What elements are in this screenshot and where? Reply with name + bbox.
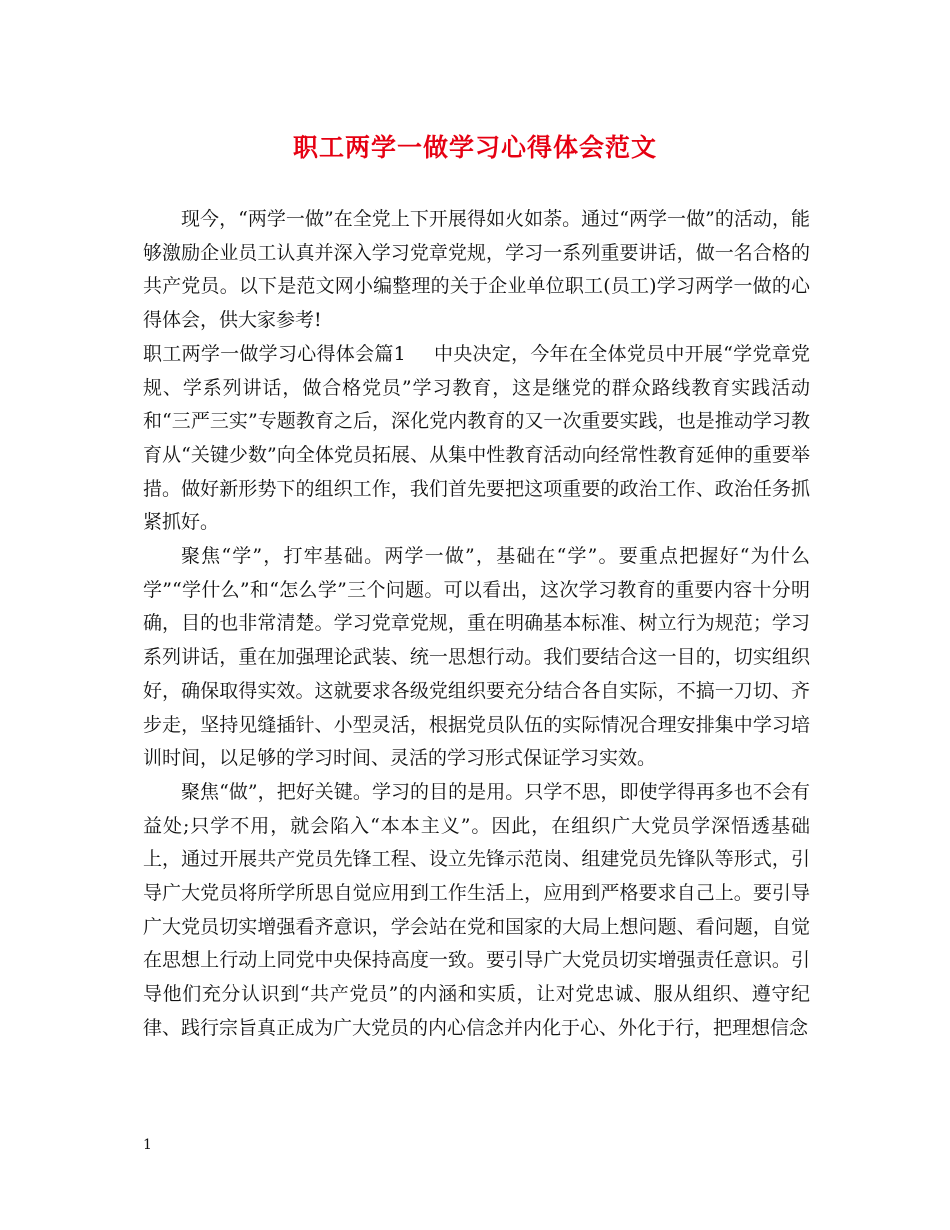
document-body	[143, 203, 810, 1046]
section-1-paragraph	[143, 338, 810, 540]
paragraph-study-focus: 聚焦“学”，打牢基础。两学一做”，基础在“学”。要重点把握好“为什么学”“学什么”和“怎么学”三个问题。可以看出，这次学习教育的重要内容十分明确，目的也非常清楚。学习党章党规，重在明确基本标准、树立行为规范；学习系列讲话，重在加强理论武装、统一思想行动。我们要结合这一目的，切实组织好，确保取得实效。这就要求各级党组织要充分结合各自实际，不搞一刀切、齐步走，坚持见缝插针、小型灵活，根据党员队伍的实际情况合理安排集中学习培训时间，以足够的学习时间、灵活的学习形式保证学习实效。	[143, 545, 810, 770]
intro-paragraph: 现今，“两学一做”在全党上下开展得如火如荼。通过“两学一做”的活动，能够激励企业员工认真并深入学习党章党规，学习一系列重要讲话，做一名合格的共产党员。以下是范文网小编整理的关于企业单位职工(员工)学习两学一做的心得体会，供大家参考!	[143, 208, 810, 332]
section-1-text: 中央决定，今年在全体党员中开展“学党章党规、学系列讲话，做合格党员”学习教育，这是继党的群众路线教育实践活动和“三严三实”专题教育之后，深化党内教育的又一次重要实践，也是推动学习教育从“关键少数”向全体党员拓展、从集中性教育活动向经常性教育延伸的重要举措。做好新形势下的组织工作，我们首先要把这项重要的政治工作、政治任务抓紧抓好。	[143, 342, 811, 534]
page-number: 1	[143, 1137, 152, 1153]
document-title: 职工两学一做学习心得体会范文	[292, 133, 657, 162]
section-1-title: 职工两学一做学习心得体会篇1	[143, 342, 406, 365]
paragraph-action-focus: 聚焦“做”，把好关键。学习的目的是用。只学不思，即使学得再多也不会有益处;只学不用，就会陷入“本本主义”。因此，在组织广大党员学深悟透基础上，通过开展共产党员先锋工程、设立先锋示范岗、组建党员先锋队等形式，引导广大党员将所学所思自觉应用到工作生活上，应用到严格要求自己上。要引导广大党员切实增强看齐意识，学会站在党和国家的大局上想问题、看问题，自觉在思想上行动上同党中央保持高度一致。要引导广大党员切实增强责任意识。引导他们充分认识到“共产党员”的内涵和实质，让对党忠诚、服从组织、遵守纪律、践行宗旨真正成为广大党员的内心信念并内化于心、外化于行，把理想信念	[143, 780, 810, 1039]
